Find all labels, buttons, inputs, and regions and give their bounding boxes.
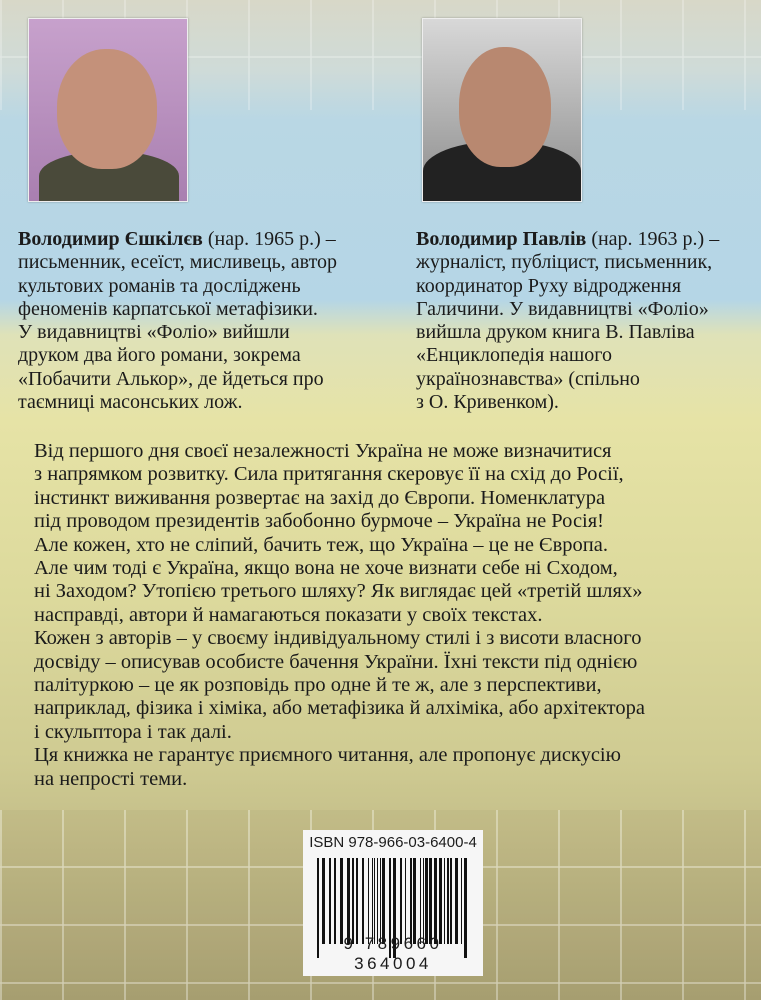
barcode-bar [334, 858, 336, 944]
bio-line: культових романів та досліджень [18, 274, 301, 297]
description-line: на непрості теми. [34, 767, 188, 790]
description-line: наприклад, фізика і хіміка, або метафізика й алхіміка, або архітектора [34, 697, 645, 720]
barcode-bar [413, 858, 416, 944]
author-photo-yeshkilev [28, 18, 188, 202]
description-line: з напрямком розвитку. Сила притягання скеровує її на схід до Росії, [34, 463, 624, 486]
author-name: Володимир Павлів [416, 228, 587, 250]
barcode-bar [380, 858, 381, 944]
isbn-label: ISBN 978-966-03-6400-4 [309, 834, 477, 851]
description-line: Від першого дня своєї незалежності Україна не може визначитися [34, 440, 612, 462]
description-line: Кожен з авторів – у своєму індивідуальному стилі і з висоти власного [34, 627, 642, 650]
barcode-digits: 9 789660 364004 [343, 934, 443, 973]
barcode-bar [377, 858, 378, 944]
barcode-bar [352, 858, 354, 944]
bio-line: феноменів карпатської метафізики. [18, 297, 318, 320]
description-line: ні Заходом? Утопією третього шляху? Як виглядає цей «третій шлях» [34, 580, 643, 603]
barcode-bar [347, 858, 350, 944]
barcode-bar [400, 858, 402, 944]
barcode-bar [444, 858, 445, 944]
author-name: Володимир Єшкілєв [18, 228, 203, 250]
description-line: насправді, автори й намагаються показати у своїх текстах. [34, 603, 543, 626]
barcode-bar [356, 858, 358, 944]
book-description [34, 440, 645, 791]
barcode-bar [368, 858, 369, 944]
bio-line: координатор Руху відродження [416, 274, 682, 297]
description-line: Але чим тоді є Україна, якщо вона не хоче визнати себе ні Сходом, [34, 557, 618, 580]
barcode-bar [410, 858, 412, 944]
description-line: під проводом президентів забобонно бурмоче – Україна не Росія! [34, 510, 604, 533]
barcode-bar [362, 858, 364, 944]
barcode-bar [434, 858, 437, 944]
bio-line: «Побачити Алькор», де йдеться про [18, 367, 324, 390]
barcode-bar [372, 858, 373, 944]
bio-line: «Енциклопедія нашого [416, 344, 612, 367]
bio-line: таємниці масонських лож. [18, 391, 243, 414]
barcode-bar [447, 858, 449, 944]
bio-line: вийшла друком книга В. Павліва [416, 321, 695, 344]
description-line: і скульптора і так далі. [34, 720, 232, 743]
author-bio-pavliv [416, 228, 719, 414]
barcode-bar [429, 858, 432, 944]
barcode-bar [439, 858, 442, 944]
barcode-bar [455, 858, 458, 944]
barcode-bar [405, 858, 406, 944]
barcode-bar [420, 858, 421, 944]
description-line: інстинкт виживання розвертає на захід до Європи. Номенклатура [34, 486, 606, 509]
bio-line: У видавництві «Фоліо» вийшли [18, 321, 290, 344]
barcode-bar [461, 858, 462, 944]
bio-line: письменник, есеїст, мисливець, автор [18, 251, 338, 274]
barcode-bar [329, 858, 331, 944]
barcode-bar [423, 858, 424, 944]
description-line: досвіду – описував особисте бачення України. Їхні тексти під однією [34, 650, 638, 673]
description-line: Але кожен, хто не сліпий, бачить теж, що Україна – це не Європа. [34, 533, 608, 556]
barcode-bar [322, 858, 325, 944]
bio-line: друком два його романи, зокрема [18, 344, 301, 367]
barcode-bar [382, 858, 385, 944]
author-birth: (нар. 1965 р.) – [202, 228, 336, 250]
author-birth: (нар. 1963 р.) – [586, 228, 720, 250]
author-photo-pavliv [422, 18, 582, 202]
bio-line: Галичини. У видавництві «Фоліо» [416, 297, 709, 320]
author-bio-yeshkilev [18, 228, 337, 414]
barcode-bar [450, 858, 452, 944]
barcode-bar [374, 858, 375, 944]
bio-line: українознавства» (спільно [416, 367, 640, 390]
barcode-bar [425, 858, 428, 944]
bio-line: з О. Кривенком). [416, 391, 559, 414]
bio-line: журналіст, публіцист, письменник, [416, 251, 713, 274]
isbn-barcode-box [303, 830, 483, 976]
barcode-bar [340, 858, 343, 944]
description-line: Ця книжка не гарантує приємного читання, але пропонує дискусію [34, 744, 621, 767]
description-line: палітуркою – це як розповідь про одне й те ж, але з перспективи, [34, 674, 602, 697]
